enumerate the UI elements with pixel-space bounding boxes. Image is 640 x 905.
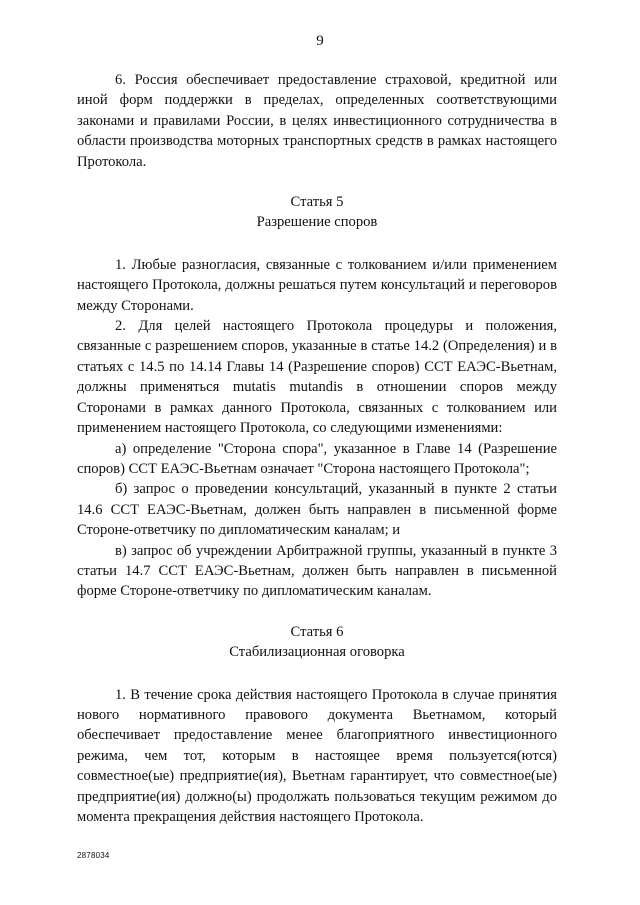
page-number: 9 (316, 33, 324, 49)
article-5-title: Разрешение споров (256, 214, 378, 231)
article-5-paragraph-1: 1. Любые разногласия, связанные с толкованием и/или применением настоящего Протокола, должны решаться путем консультаций и переговоров между Сторонами. (77, 256, 557, 314)
document-code: 2878034 (77, 851, 110, 860)
article-5-subitem-a: а) определение "Сторона спора", указанное в Главе 14 (Разрешение споров) ССТ ЕАЭС-Вьетнам означает "Сторона настоящего Протокола"; (77, 440, 557, 477)
article-6-number: Статья 6 (290, 623, 344, 640)
article-5-subitem-v: в) запрос об учреждении Арбитражной группы, указанный в пункте 3 статьи 14.7 ССТ ЕАЭС-Вьетнам, должен быть направлен в письменной форме Стороне-ответчику по дипломатическим каналам. (77, 542, 557, 600)
article-5-paragraph-2: 2. Для целей настоящего Протокола процедуры и положения, связанные с разрешением споров, указанные в статье 14.2 (Определения) и в статьях с 14.5 по 14.14 Главы 14 (Разрешение споров) ССТ ЕАЭС-Вьетнам, должны применяться mutatis mutandis в отношении споров между Сторонами в рамках данного Протокола, связанных с толкованием или применением настоящего Протокола, со следующими изменениями: (77, 318, 557, 437)
article-5-subitem-b: б) запрос о проведении консультаций, указанный в пункте 2 статьи 14.6 ССТ ЕАЭС-Вьетнам, должен быть направлен в письменной форме Стороне-ответчику по дипломатическим каналам; и (77, 481, 557, 539)
article-6-paragraph-1: 1. В течение срока действия настоящего Протокола в случае принятия нового нормативного правового документа Вьетнамом, который обеспечивает предоставление менее благоприятного инвестиционного режима, чем тот, которым в настоящее время пользуется(ются) совместное(ые) предприятие(ия), Вьетнам гарантирует, что совместное(ые) предприятие(ия) должно(ы) продолжать пользоваться текущим режимом до момента прекращения действия настоящего Протокола. (77, 686, 557, 825)
paragraph-item-6: 6. Россия обеспечивает предоставление страховой, кредитной или иной форм поддержки в пределах, определенных соответствующими законами и правилами России, в целях инвестиционного сотрудничества в области производства моторных транспортных средств в рамках настоящего Протокола. (77, 72, 557, 170)
article-6-title: Стабилизационная оговорка (229, 644, 405, 661)
document-body (77, 70, 557, 827)
article-5-number: Статья 5 (290, 194, 344, 211)
